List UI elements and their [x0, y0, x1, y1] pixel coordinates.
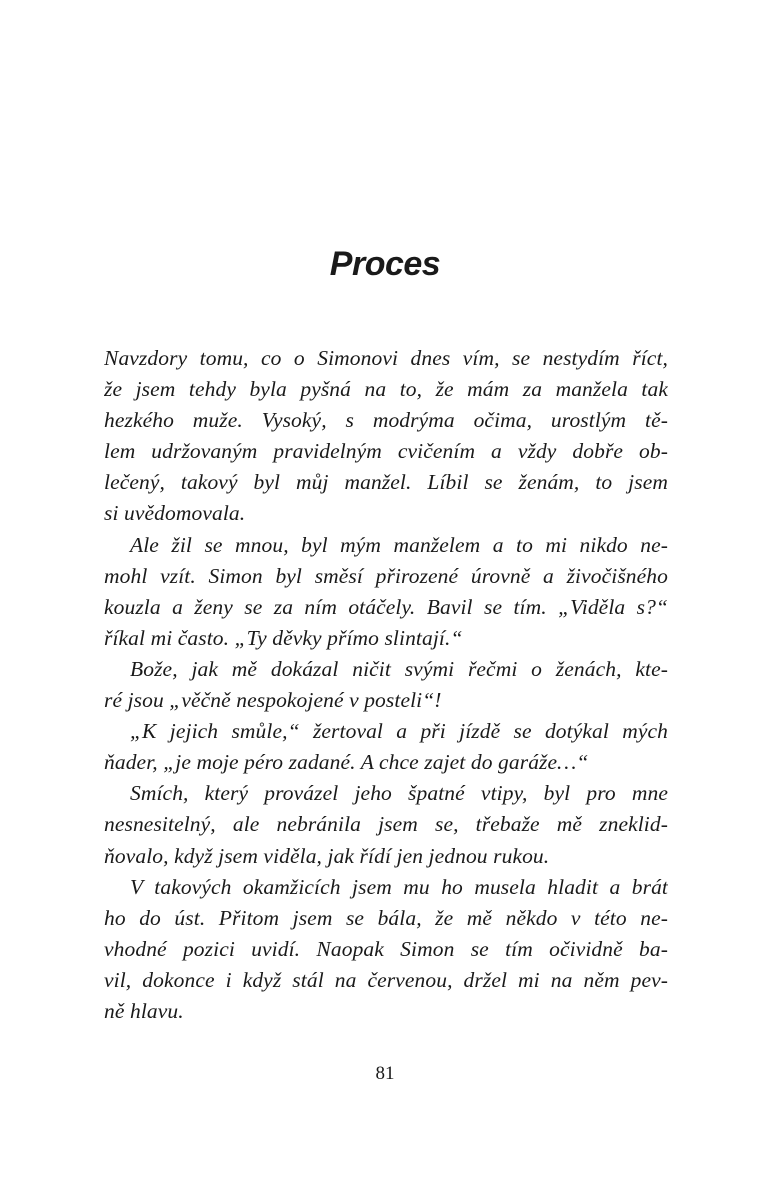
text-line: mohl vzít. Simon byl směsí přirozené úrovně a živočišného	[104, 563, 668, 588]
text-line: „K jejich smůle,“ žertoval a při jízdě se dotýkal mých	[130, 719, 668, 744]
text-line: nesnesitelný, ale nebránila jsem se, třebaže mě zneklid-	[104, 812, 668, 837]
chapter-title: Proces	[329, 245, 441, 283]
text-line: Smích, který provázel jeho špatné vtipy, byl pro mne	[130, 781, 668, 806]
text-line: Ale žil se mnou, byl mým manželem a to mi nikdo ne-	[130, 532, 668, 557]
text-line: ré jsou „věčně nespokojené v posteli“!	[104, 688, 442, 713]
text-line: vhodné pozici uvidí. Naopak Simon se tím očividně ba-	[104, 936, 668, 961]
text-line: říkal mi často. „Ty děvky přímo slintají.“	[104, 625, 463, 650]
text-line: lečený, takový byl můj manžel. Líbil se ženám, to jsem	[104, 470, 668, 495]
page-number: 81	[375, 1063, 395, 1084]
text-line: ňovalo, když jsem viděla, jak řídí jen jednou rukou.	[104, 843, 550, 868]
chapter-body-text	[104, 343, 668, 1027]
text-line: že jsem tehdy byla pyšná na to, že mám za manžela tak	[104, 377, 668, 402]
text-line: vil, dokonce i když stál na červenou, držel mi na něm pev-	[104, 967, 668, 992]
text-line: ho do úst. Přitom jsem se bála, že mě někdo v této ne-	[104, 905, 668, 930]
text-line: Navzdory tomu, co o Simonovi dnes vím, se nestydím říct,	[104, 346, 668, 370]
text-line: ňader, „je moje péro zadané. A chce zajet do garáže…“	[104, 750, 589, 775]
text-line: V takových okamžicích jsem mu ho musela hladit a brát	[130, 874, 668, 899]
text-line: Bože, jak mě dokázal ničit svými řečmi o ženách, kte-	[130, 656, 668, 681]
text-line: hezkého muže. Vysoký, s modrýma očima, urostlým tě-	[104, 408, 668, 433]
text-line: si uvědomovala.	[104, 501, 246, 526]
text-line: ně hlavu.	[104, 998, 184, 1023]
text-line: kouzla a ženy se za ním otáčely. Bavil se tím. „Viděla s?“	[104, 594, 668, 619]
text-line: lem udržovaným pravidelným cvičením a vždy dobře ob-	[104, 439, 668, 464]
